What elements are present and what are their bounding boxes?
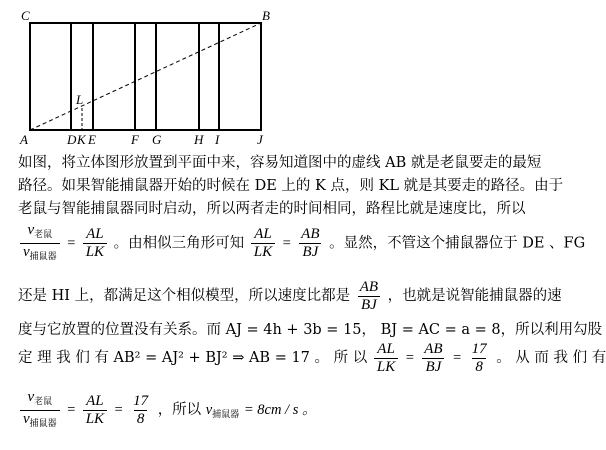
label-d: D [67,132,77,147]
fraction-v-ratio: $\frac{v_{老鼠}}{v_{捕鼠器}}$ [20,222,60,265]
label-h: H [194,132,204,147]
fraction-v-ratio-2: $\frac{v_{老鼠}}{v_{捕鼠器}}$ [20,389,60,432]
text-line-8: $\frac{v_{老鼠}}{v_{捕鼠器}}$ = $\frac{AL}{LK}$ = $\frac{17}{8}$ ，所以 $v_{捕鼠器} = 8cm / s$ 。 [18,388,316,437]
text-line-3: 老鼠与智能捕鼠器同时启动，所以两者走的时间相同，路程比就是速度比，所以 [18,201,526,217]
label-l: L [76,92,84,107]
label-k: K [77,132,86,147]
fraction-17-8: $\frac{17}{8}$ [471,340,487,375]
label-i: I [215,132,220,147]
label-f: F [131,132,139,147]
label-b: B [262,8,270,23]
fraction-al-lk-4: $\frac{AL}{LK}$ [83,393,107,428]
text-line-4: $\frac{v_{老鼠}}{v_{捕鼠器}}$ = $\frac{AL}{LK}$ 。由相似三角形可知 $\frac{AL}{LK}$ = $\frac{AB}{BJ}$ 。显然，不管这个捕鼠器位于 DE 、FG [18,222,585,265]
fraction-ab-bj: $\frac{AB}{BJ}$ [301,226,320,260]
text-line-1: 如图，将立体图形放置到平面中来，容易知道图中的虚线 AB 就是老鼠要走的最短 [18,155,542,171]
label-g: G [152,132,162,147]
label-c: C [21,8,30,23]
path-ab-dashed [30,23,261,130]
label-j: J [257,132,263,147]
text-line-5: 还是 HI 上，都满足这个相似模型，所以速度比都是 $\frac{AB}{BJ}$ ，也就是说智能捕鼠器的速 [18,278,562,313]
text-line-6: 度与它放置的位置没有关系。而 AJ = 4h + 3b = 15， BJ = AC = a = 8，所以利用勾股 [18,322,603,338]
fraction-al-lk-2: $\frac{AL}{LK}$ [251,226,275,261]
fraction-17-8-2: $\frac{17}{8}$ [133,392,149,427]
fraction-ab-bj-2: $\frac{AB}{BJ}$ [359,278,379,313]
geometry-figure [0,0,300,150]
fraction-ab-bj-3: $\frac{AB}{BJ}$ [424,340,443,375]
fraction-al-lk: $\frac{AL}{LK}$ [83,226,107,261]
fraction-al-lk-3: $\frac{AL}{LK}$ [374,341,398,376]
text-line-2: 路径。如果智能捕鼠器开始的时候在 DE 上的 K 点，则 KL 就是其要走的路径。由于 [18,178,564,194]
text-line-7: 定 理 我 们 有 AB² = AJ² + BJ² ⇒ AB = 17 。 所 以 $\frac{AL}{LK}$ = $\frac{AB}{BJ}$ = $\frac{17}{8}$ 。 从 而 我 们 有 [18,340,606,375]
label-e: E [88,132,96,147]
label-a: A [20,132,28,147]
